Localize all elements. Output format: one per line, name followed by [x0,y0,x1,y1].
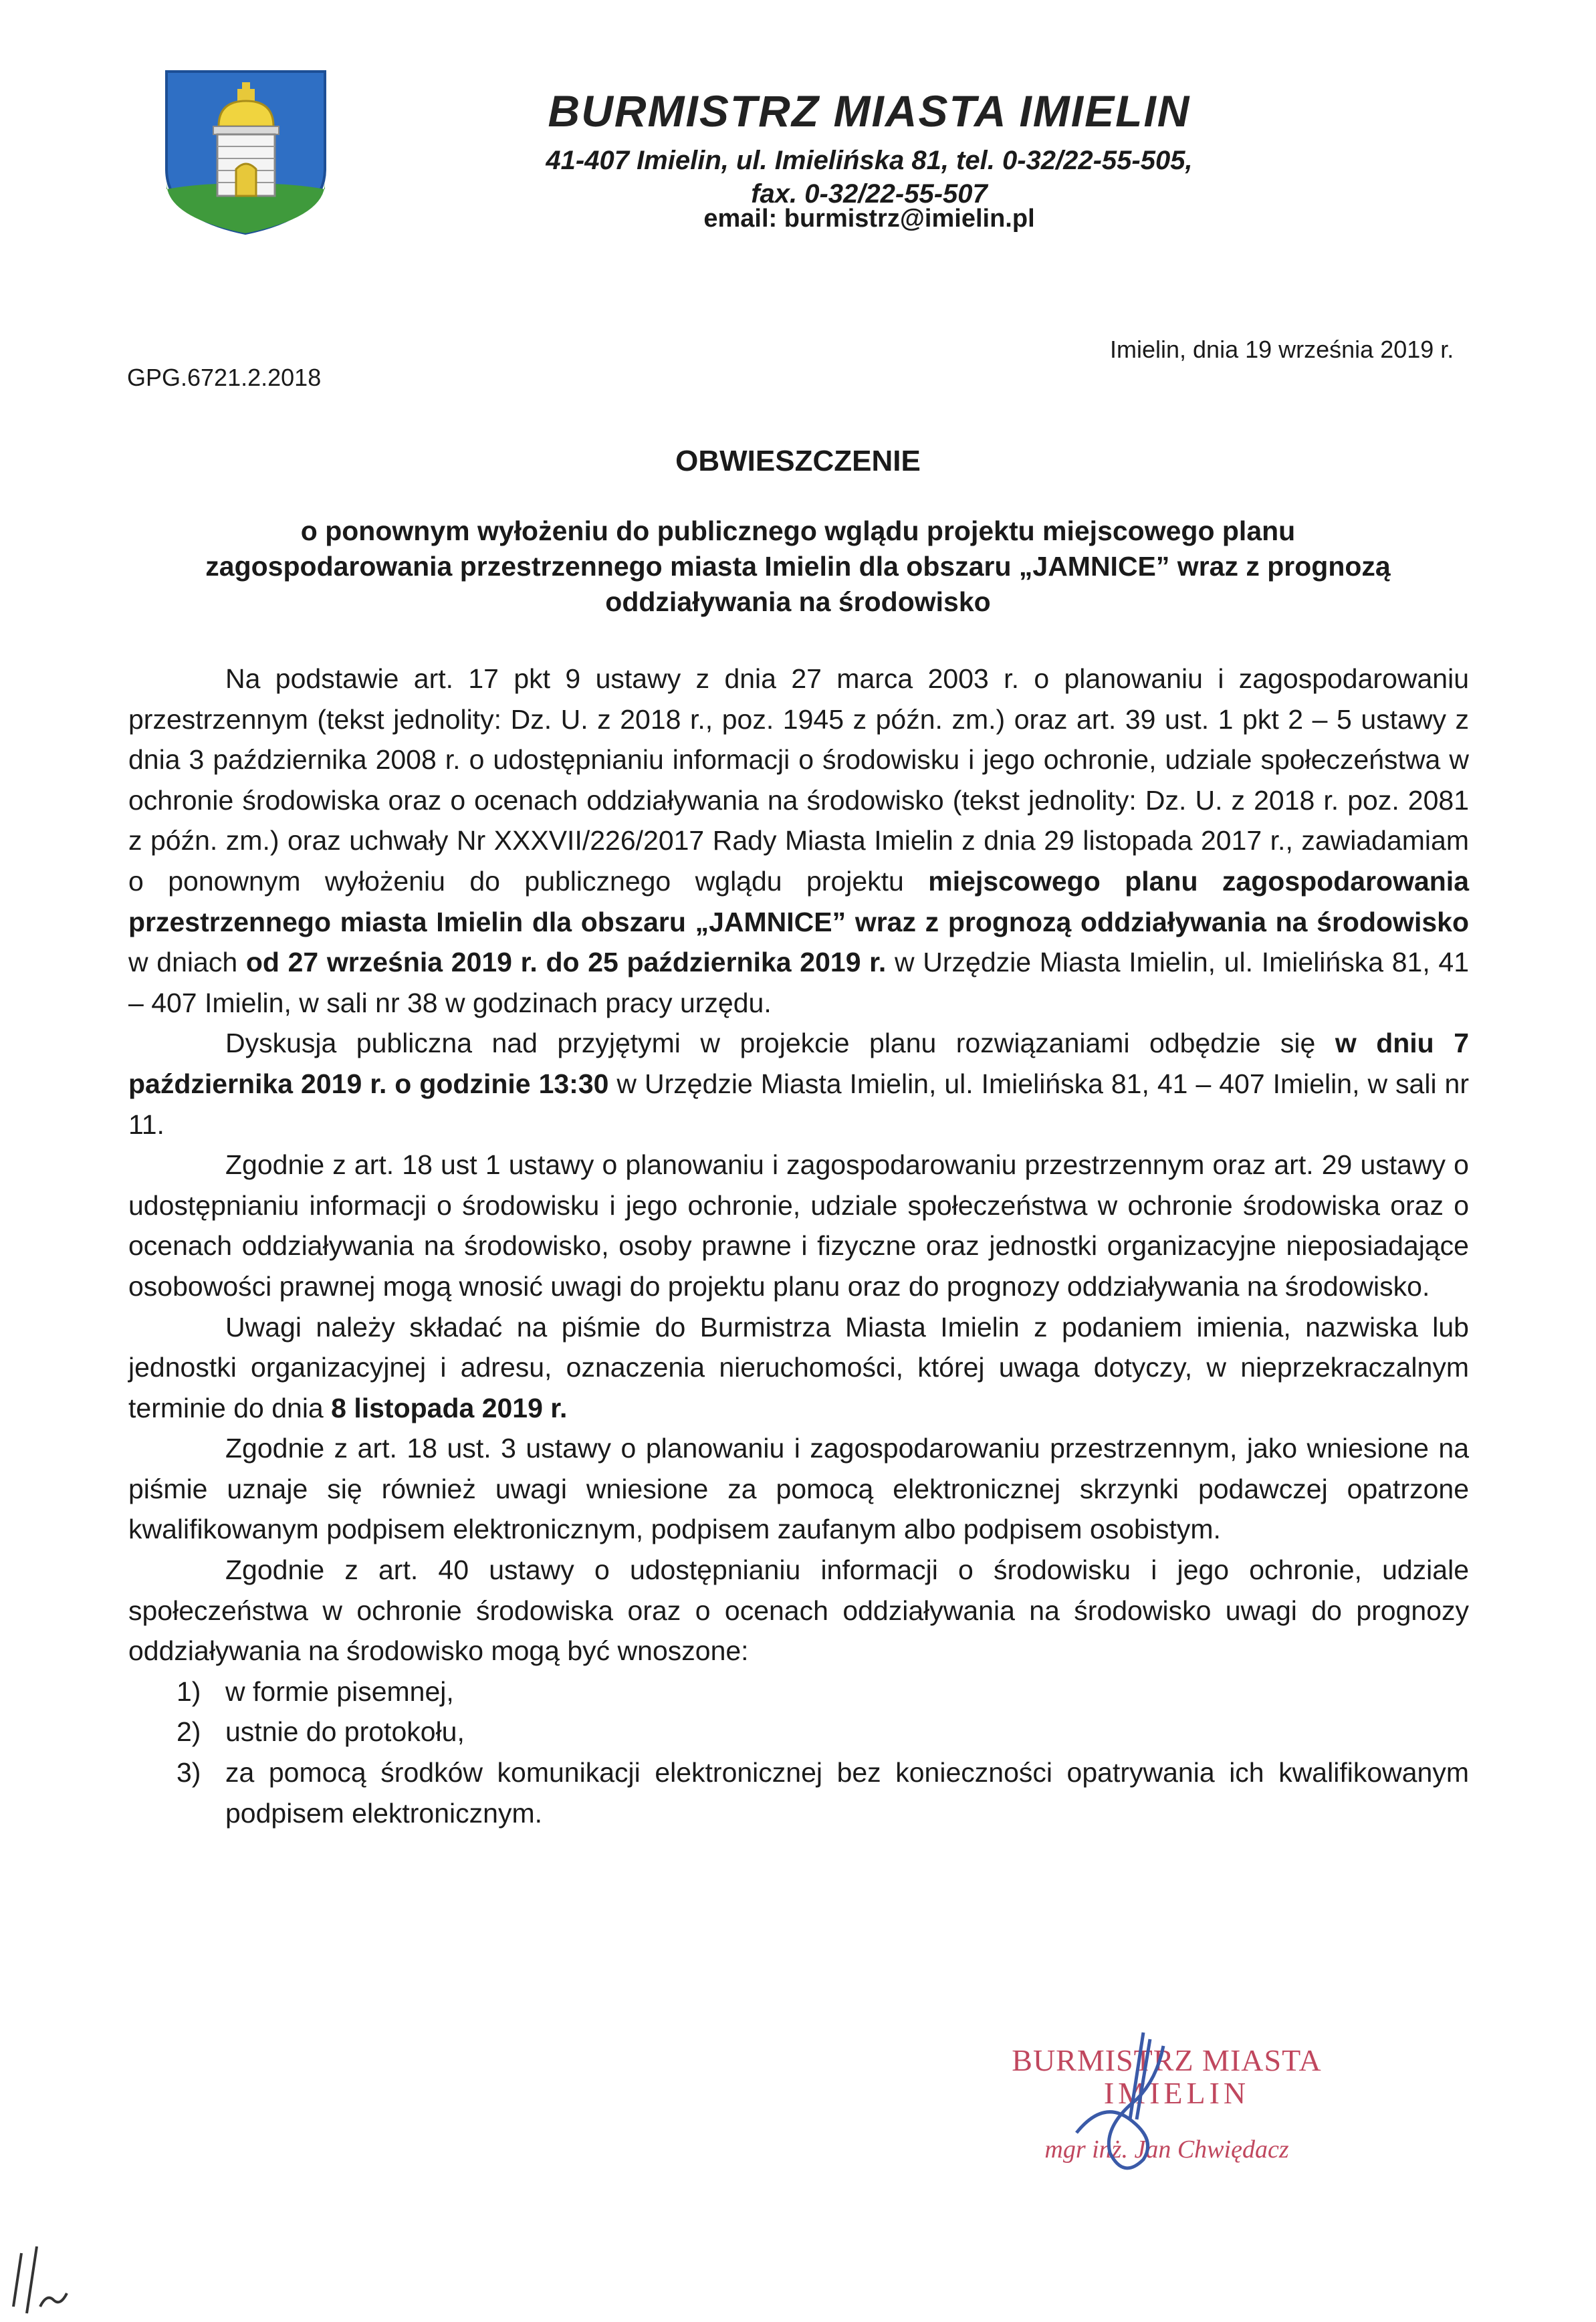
document-subtitle: o ponownym wyłożeniu do publicznego wglądu projektu miejscowego planu zagospodarowania przestrzennego miasta Imielin dla obszaru „JAMNICE” wraz z prognozą oddziaływania na środowisko [205,515,1391,617]
stamp-signatory-name: mgr inż. Jan Chwiędacz [1044,2135,1289,2164]
paragraph-forecast-comments: Zgodnie z art. 40 ustawy o udostępnianiu informacji o środowisku i jego ochronie, udziale społeczeństwa w ochronie środowiska oraz o ocenach oddziaływania na środowisko uwagi do prognozy oddziaływania na środowisko mogą być wnoszone: [128,1554,1469,1667]
header-title: BURMISTRZ MIASTA IMIELIN [548,86,1191,136]
document-date: Imielin, dnia 19 września 2019 r. [1110,336,1454,363]
list-item: 1) w formie pisemnej, [177,1675,454,1707]
list-item: 3) za pomocą środków komunikacji elektronicznej bez konieczności opatrywania ich kwalifikowanym podpisem elektronicznym. [177,1757,1469,1829]
paragraph-legal-basis: Na podstawie art. 17 pkt 9 ustawy z dnia 27 marca 2003 r. o planowaniu i zagospodarowaniu przestrzennym (tekst jednolity: Dz. U. z 2018 r., poz. 1945 z późn. zm.) oraz art. 39 ust. 1 pkt 2 – 5 ustawy z dnia 3 października 2008 r. o udostępnianiu informacji o środowisku i jego ochronie, udziale społeczeństwa w ochronie środowiska oraz o ocenach oddziaływania na środowisko (tekst jednolity: Dz. U. z 2018 r. poz. 2081 z późn. zm.) oraz uchwały Nr XXXVII/226/2017 Rady Miasta Imielin z dnia 29 listopada 2017 r., zawiadamiam o ponownym wyłożeniu do publicznego wglądu projektu miejscowego planu zagospodarowania przestrzennego miasta Imielin dla obszaru „JAMNICE” wraz z prognozą oddziaływania na środowisko w dniach od 27 września 2019 r. do 25 października 2019 r. w Urzędzie Miasta Imielin, ul. Imielińska 81, 41 – 407 Imielin, w sali nr 38 w godzinach pracy urzędu. [128,663,1469,1018]
header-fax: fax. 0-32/22-55-507 [751,179,988,209]
imielin-coat-of-arms-icon [164,69,328,236]
reference-number: GPG.6721.2.2018 [127,364,322,391]
paragraph-electronic-comments: Zgodnie z art. 18 ust. 3 ustawy o planowaniu i zagospodarowaniu przestrzennym, jako wniesione na piśmie uznaje się również uwagi wniesione za pomocą elektronicznej skrzynki podawczej opatrzone kwalifikowanym podpisem elektronicznym, podpisem zaufanym albo podpisem osobistym. [128,1433,1469,1545]
margin-scribble-icon [0,2226,94,2322]
stamp-line-city: IMIELIN [1103,2076,1250,2110]
header-address: 41-407 Imielin, ul. Imielińska 81, tel. 0-32/22-55-505, [546,146,1193,175]
document-title: OBWIESZCZENIE [675,445,921,477]
document-body [128,659,1469,1833]
stamp-line-title: BURMISTRZ MIASTA [1012,2043,1322,2077]
paragraph-how-to-comment: Uwagi należy składać na piśmie do Burmistrza Miasta Imielin z podaniem imienia, nazwiska lub jednostki organizacyjnej i adresu, oznaczenia nieruchomości, której uwaga dotyczy, w nieprzekraczalnym terminie do dnia 8 listopada 2019 r. [128,1311,1469,1423]
paragraph-public-discussion: Dyskusja publiczna nad przyjętymi w projekcie planu rozwiązaniami odbędzie się w dniu 7 października 2019 r. o godzinie 13:30 w Urzędzie Miasta Imielin, ul. Imielińska 81, 41 – 407 Imielin, w sali nr 11. [128,1028,1469,1140]
handwritten-signature-icon [1056,2019,1190,2193]
header-email: email: burmistrz@imielin.pl [703,205,1035,233]
comment-methods-list [128,1671,1469,1833]
paragraph-who-may-comment: Zgodnie z art. 18 ust 1 ustawy o planowaniu i zagospodarowaniu przestrzennym oraz art. 29 ustawy o udostępnianiu informacji o środowisku i jego ochronie, udziale społeczeństwa w ochronie środowiska oraz o ocenach oddziaływania na środowisko, osoby prawne i fizyczne oraz jednostki organizacyjne nieposiadające osobowości prawnej mogą wnosić uwagi do projektu planu oraz do prognozy oddziaływania na środowisko. [128,1149,1469,1302]
list-item: 2) ustnie do protokołu, [177,1716,465,1748]
